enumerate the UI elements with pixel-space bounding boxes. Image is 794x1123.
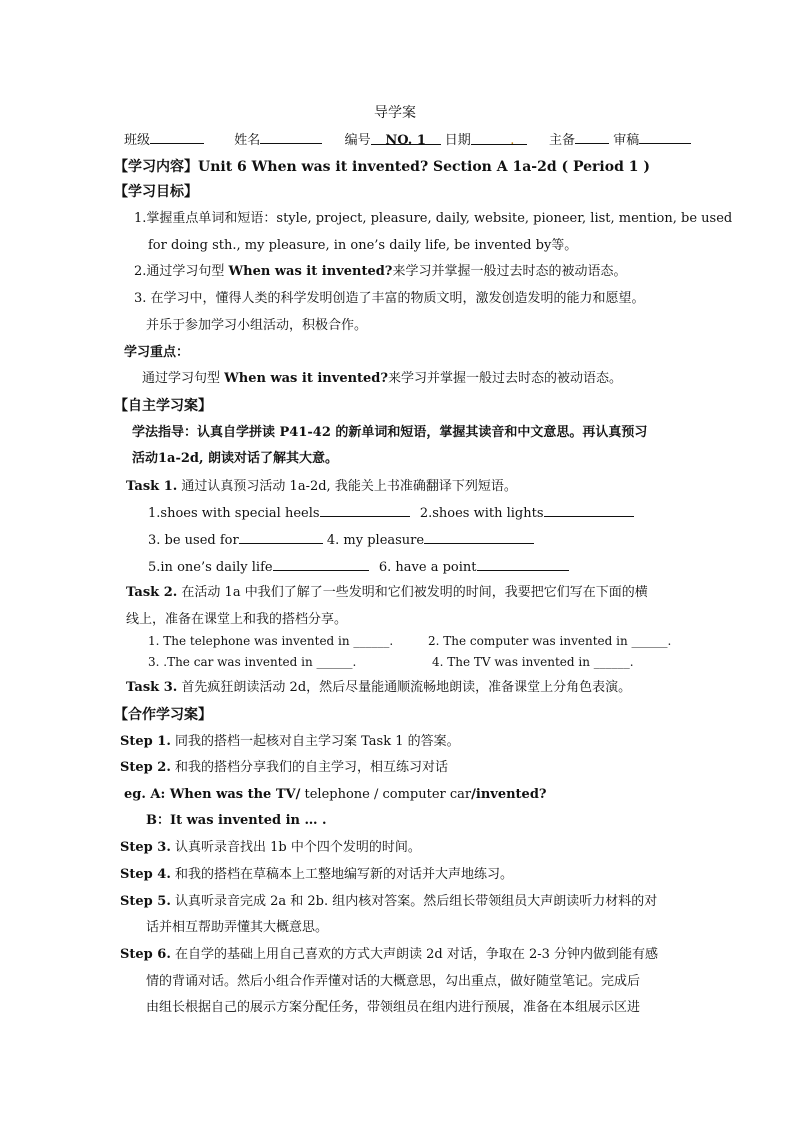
name-label: 姓名: [234, 133, 261, 148]
example-b: B：It was invented in … .: [146, 813, 327, 828]
task-1: Task 1. 通过认真预习活动 1a-2d, 我能关上书准确翻译下列短语。: [126, 479, 517, 494]
name-blank: [260, 131, 322, 144]
review-blank: [639, 131, 691, 144]
key-heading: 学习重点：: [124, 345, 190, 360]
guide-a: 学法指导：认真自学拼读 P41-42 的新单词和短语，掌握其读音和中文意思。再认真预习: [132, 425, 648, 440]
example-a: eg. A: When was the TV/ telephone / computer car/invented?: [124, 787, 547, 802]
goals-heading: 【学习目标】: [114, 184, 198, 200]
phrase-5: 5.in one’s daily life: [148, 560, 273, 575]
phrase-3: 3. be used for: [148, 533, 239, 548]
content-line: [114, 158, 650, 176]
coop-heading: 【合作学习案】: [114, 707, 212, 723]
phrase-6: 6. have a point: [378, 560, 477, 575]
lead-label: 主备: [549, 133, 576, 148]
step-4: Step 4. 和我的搭档在草稿本上工整地编写新的对话并大声地练习。: [120, 867, 513, 882]
task-2a: Task 2. 在活动 1a 中我们了解了一些发明和它们被发明的时间，我要把它们写在下面的横: [126, 585, 648, 600]
self-heading: 【自主学习案】: [114, 398, 212, 414]
guide-b: 活动1a-2d, 朗读对话了解其大意。: [132, 451, 339, 466]
phrase-row-1: [148, 504, 634, 523]
step-5a: Step 5. 认真听录音完成 2a 和 2b. 组内核对答案。然后组长带领组员大声朗读听力材料的对: [120, 894, 658, 909]
phrase-2-blank: [544, 504, 634, 517]
step-6a: Step 6. 在自学的基础上用自己喜欢的方式大声朗读 2d 对话，争取在 2-3 分钟内做到能有感: [120, 947, 659, 962]
no-value: NO. 1: [371, 132, 441, 145]
task-3: Task 3. 首先疯狂朗读活动 2d，然后尽量能通顺流畅地朗读，准备课堂上分角色表演。: [126, 680, 632, 695]
goal-3b: 并乐于参加学习小组活动，积极合作。: [146, 318, 368, 333]
class-label: 班级: [124, 133, 151, 148]
step-3: Step 3. 认真听录音找出 1b 中个四个发明的时间。: [120, 840, 421, 855]
step-6b: 情的背诵对话。然后小组合作弄懂对话的大概意思，勾出重点，做好随堂笔记。完成后: [146, 974, 641, 989]
step-2: Step 2. 和我的搭档分享我们的自主学习，相互练习对话: [120, 760, 448, 775]
goal-1a: 1.掌握重点单词和短语：style, project, pleasure, daily, website, pioneer, list, mention, be used: [134, 211, 733, 226]
phrase-2: 2.shoes with lights: [419, 506, 544, 521]
class-blank: [150, 131, 204, 144]
header-row: [124, 131, 691, 150]
phrase-1-blank: [320, 504, 410, 517]
date-blank: .: [471, 132, 527, 145]
no-label: 编号: [344, 133, 371, 148]
invention-4: 4. The TV was invented in ______.: [432, 655, 634, 669]
step-6c: 由组长根据自己的展示方案分配任务，带领组员在组内进行预展，准备在本组展示区进: [146, 1000, 641, 1015]
review-label: 审稿: [613, 133, 640, 148]
phrase-6-blank: [477, 558, 569, 571]
goal-1b: for doing sth., my pleasure, in one’s daily life, be invented by等。: [148, 238, 578, 253]
key-text: 通过学习句型 When was it invented?来学习并掌握一般过去时态的被动语态。: [142, 371, 623, 386]
lead-blank: [575, 131, 609, 144]
phrase-row-3: [148, 558, 569, 577]
invention-3: 3. .The car was invented in ______.: [148, 655, 357, 669]
phrase-4-blank: [424, 531, 534, 544]
page-title: 导学案: [374, 105, 416, 121]
content-label: 【学习内容】: [114, 159, 198, 175]
step-1: Step 1. 同我的搭档一起核对自主学习案 Task 1 的答案。: [120, 734, 460, 749]
date-label: 日期: [444, 133, 471, 148]
task-2b: 线上，准备在课堂上和我的搭档分享。: [126, 612, 348, 627]
phrase-3-blank: [239, 531, 323, 544]
step-5b: 话并相互帮助弄懂其大概意思。: [146, 920, 329, 935]
phrase-1: 1.shoes with special heels: [148, 506, 320, 521]
content-text: Unit 6 When was it invented? Section A 1a-2d ( Period 1 ): [198, 159, 650, 175]
phrase-row-2: [148, 531, 534, 550]
goal-2: 2.通过学习句型 When was it invented?来学习并掌握一般过去时态的被动语态。: [134, 264, 627, 279]
invention-2: 2. The computer was invented in ______.: [428, 634, 672, 648]
invention-1: 1. The telephone was invented in ______.: [148, 634, 394, 648]
phrase-4: 4. my pleasure: [326, 533, 425, 548]
phrase-5-blank: [273, 558, 369, 571]
goal-3a: 3. 在学习中，懂得人类的科学发明创造了丰富的物质文明，激发创造发明的能力和愿望。: [134, 291, 645, 306]
